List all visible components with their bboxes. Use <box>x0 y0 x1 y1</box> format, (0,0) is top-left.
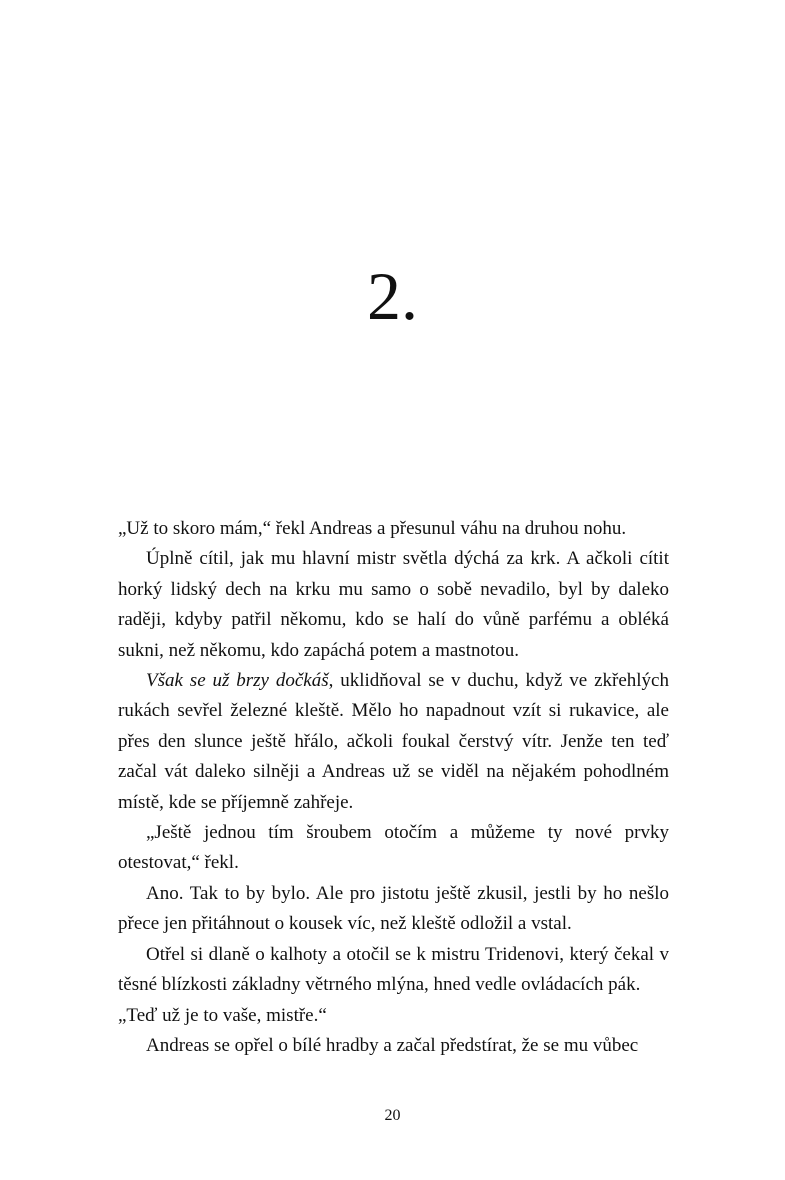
paragraph <box>118 818 669 879</box>
chapter-number: 2. <box>367 258 418 334</box>
text-run: „Teď už je to vaše, mistře.“ <box>118 1004 327 1026</box>
body-text <box>118 514 669 1061</box>
paragraph <box>118 1001 669 1031</box>
paragraph <box>118 879 669 940</box>
italic-text-run: Však se už brzy dočkáš <box>146 670 329 692</box>
text-run: „Už to skoro mám,“ řekl Andreas a přesunul váhu na druhou nohu. <box>118 518 627 539</box>
text-run: , uklidňoval se v duchu, když ve zkřehlých rukách sevřel železné kleště. Mělo ho napadnout vzít si rukavice, ale přes den slunce ještě hřálo, ačkoli foukal čerstvý vítr. Jenže ten teď začal vát daleko silněji a Andreas už se viděl na nějakém pohodlném místě, kde se příjemně zahřeje. <box>118 670 669 813</box>
paragraph <box>118 544 669 666</box>
paragraph <box>118 514 669 544</box>
text-run: Ano. Tak to by bylo. Ale pro jistotu ještě zkusil, jestli by ho nešlo přece jen přitáhnout o kousek víc, než kleště odložil a vstal. <box>118 882 669 935</box>
text-run: Úplně cítil, jak mu hlavní mistr světla dýchá za krk. A ačkoli cítit horký lidský dech na krku mu samo o sobě nevadilo, byl by daleko raději, kdyby patřil někomu, kdo se halí do vůně parfému a obléká sukni, než někomu, kdo zapáchá potem a mastnotou. <box>118 548 669 661</box>
paragraph <box>118 940 669 1001</box>
paragraph <box>118 1031 669 1061</box>
text-run: Andreas se opřel o bílé hradby a začal předstírat, že se mu vůbec <box>146 1034 639 1056</box>
text-run: „Ještě jednou tím šroubem otočím a můžeme ty nové prvky otestovat,“ řekl. <box>118 822 669 874</box>
page-number: 20 <box>384 1107 401 1124</box>
paragraph <box>118 666 669 818</box>
text-run: Otřel si dlaně o kalhoty a otočil se k mistru Tridenovi, který čekal v těsné blízkosti základny větrného mlýna, hned vedle ovládacích pák. <box>118 943 669 996</box>
